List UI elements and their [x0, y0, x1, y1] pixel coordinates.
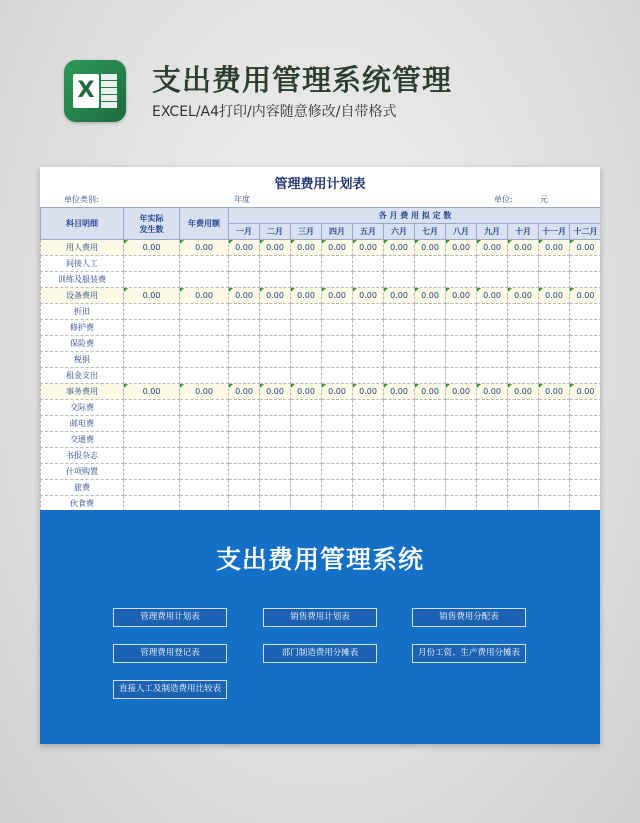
table-cell[interactable]: [260, 464, 291, 480]
table-cell[interactable]: 0.00: [539, 240, 570, 256]
table-cell[interactable]: [260, 400, 291, 416]
table-cell[interactable]: [229, 480, 260, 496]
table-cell[interactable]: [322, 464, 353, 480]
table-cell[interactable]: [124, 400, 180, 416]
row-label[interactable]: 伙食费: [41, 496, 124, 512]
table-cell[interactable]: [570, 480, 601, 496]
table-cell[interactable]: [124, 352, 180, 368]
table-cell[interactable]: 0.00: [570, 384, 601, 400]
row-label[interactable]: 修护费: [41, 320, 124, 336]
table-cell[interactable]: [353, 448, 384, 464]
table-cell[interactable]: [180, 368, 229, 384]
table-cell[interactable]: [384, 464, 415, 480]
table-cell[interactable]: [539, 480, 570, 496]
table-cell[interactable]: [508, 320, 539, 336]
table-cell[interactable]: [229, 448, 260, 464]
table-cell[interactable]: [539, 432, 570, 448]
table-cell[interactable]: [353, 480, 384, 496]
table-cell[interactable]: [384, 448, 415, 464]
table-cell[interactable]: 0.00: [415, 288, 446, 304]
table-cell[interactable]: [260, 320, 291, 336]
category-row: [41, 240, 601, 256]
table-cell[interactable]: [353, 352, 384, 368]
col-header-annual: 年费用额: [180, 208, 229, 240]
year-label: 年度: [234, 195, 250, 204]
table-cell[interactable]: [570, 256, 601, 272]
table-cell[interactable]: [180, 272, 229, 288]
table-row: [41, 448, 601, 464]
table-cell[interactable]: [539, 320, 570, 336]
table-cell[interactable]: 0.00: [539, 288, 570, 304]
table-row: [41, 416, 601, 432]
table-cell[interactable]: 0.00: [477, 288, 508, 304]
table-cell[interactable]: [124, 480, 180, 496]
table-cell[interactable]: [291, 368, 322, 384]
table-cell[interactable]: [260, 448, 291, 464]
table-cell[interactable]: 0.00: [508, 384, 539, 400]
col-header-month: 五月: [353, 224, 384, 240]
table-cell[interactable]: [508, 448, 539, 464]
table-cell[interactable]: [415, 304, 446, 320]
col-header-month: 十月: [508, 224, 539, 240]
table-cell[interactable]: [260, 352, 291, 368]
table-cell[interactable]: [415, 256, 446, 272]
table-cell[interactable]: [477, 368, 508, 384]
col-header-monthly-group: 各 月 费 用 拟 定 数: [229, 208, 601, 224]
table-cell[interactable]: [124, 416, 180, 432]
col-header-month: 三月: [291, 224, 322, 240]
col-header-month: 七月: [415, 224, 446, 240]
table-cell[interactable]: [180, 464, 229, 480]
panel-title: 支出费用管理系统: [215, 545, 424, 574]
row-label[interactable]: 什项购置: [41, 464, 124, 480]
table-cell[interactable]: 0.00: [291, 384, 322, 400]
table-cell[interactable]: [384, 352, 415, 368]
table-cell[interactable]: [322, 368, 353, 384]
row-label[interactable]: 邮电费: [41, 416, 124, 432]
table-cell[interactable]: [570, 304, 601, 320]
table-cell[interactable]: [415, 400, 446, 416]
table-cell[interactable]: [260, 272, 291, 288]
table-cell[interactable]: [124, 368, 180, 384]
management-expense-plan-button[interactable]: 管理费用计划表: [113, 608, 227, 627]
table-cell[interactable]: 0.00: [180, 240, 229, 256]
table-cell[interactable]: [260, 256, 291, 272]
table-cell[interactable]: [570, 320, 601, 336]
table-cell[interactable]: [446, 256, 477, 272]
col-header-month: 六月: [384, 224, 415, 240]
table-cell[interactable]: 0.00: [570, 288, 601, 304]
table-cell[interactable]: 0.00: [415, 384, 446, 400]
row-label[interactable]: 租金支出: [41, 368, 124, 384]
table-cell[interactable]: [384, 368, 415, 384]
row-label[interactable]: 用人费用: [41, 240, 124, 256]
table-cell[interactable]: [415, 448, 446, 464]
table-cell[interactable]: [124, 336, 180, 352]
table-cell[interactable]: [415, 368, 446, 384]
table-cell[interactable]: [570, 272, 601, 288]
table-cell[interactable]: 0.00: [229, 384, 260, 400]
table-cell[interactable]: 0.00: [229, 240, 260, 256]
table-cell[interactable]: [508, 256, 539, 272]
table-cell[interactable]: [229, 464, 260, 480]
row-label[interactable]: 设备费用: [41, 288, 124, 304]
table-cell[interactable]: [508, 272, 539, 288]
table-cell[interactable]: [322, 432, 353, 448]
table-cell[interactable]: [124, 448, 180, 464]
row-label[interactable]: 训练及服装费: [41, 272, 124, 288]
table-cell[interactable]: [124, 464, 180, 480]
table-cell[interactable]: [180, 416, 229, 432]
table-cell[interactable]: [570, 464, 601, 480]
table-cell[interactable]: [124, 256, 180, 272]
table-row: [41, 432, 601, 448]
table-cell[interactable]: [539, 336, 570, 352]
table-row: [41, 272, 601, 288]
table-cell[interactable]: [353, 256, 384, 272]
table-cell[interactable]: 0.00: [291, 240, 322, 256]
table-cell[interactable]: 0.00: [260, 240, 291, 256]
direct-labor-overhead-comparison-button[interactable]: 直接人工及制造费用比较表: [113, 680, 227, 699]
table-cell[interactable]: [229, 352, 260, 368]
table-cell[interactable]: 0.00: [446, 384, 477, 400]
table-cell[interactable]: [446, 272, 477, 288]
table-cell[interactable]: [260, 336, 291, 352]
table-cell[interactable]: [229, 272, 260, 288]
table-row: [41, 320, 601, 336]
table-cell[interactable]: [322, 256, 353, 272]
col-header-month: 二月: [260, 224, 291, 240]
table-cell[interactable]: [291, 304, 322, 320]
table-cell[interactable]: 0.00: [539, 384, 570, 400]
table-cell[interactable]: [180, 400, 229, 416]
table-cell[interactable]: [322, 480, 353, 496]
table-cell[interactable]: [539, 448, 570, 464]
table-cell[interactable]: [229, 400, 260, 416]
table-cell[interactable]: [322, 448, 353, 464]
table-cell[interactable]: [180, 304, 229, 320]
table-cell[interactable]: [477, 256, 508, 272]
row-label[interactable]: 折旧: [41, 304, 124, 320]
table-cell[interactable]: [477, 432, 508, 448]
table-cell[interactable]: 0.00: [229, 288, 260, 304]
table-cell[interactable]: 0.00: [446, 288, 477, 304]
table-cell[interactable]: [260, 368, 291, 384]
table-row: [41, 368, 601, 384]
col-header-month: 四月: [322, 224, 353, 240]
table-cell[interactable]: [291, 320, 322, 336]
table-cell[interactable]: [539, 256, 570, 272]
table-cell[interactable]: [415, 432, 446, 448]
table-cell[interactable]: 0.00: [124, 384, 180, 400]
category-row: [41, 384, 601, 400]
category-row: [41, 288, 601, 304]
table-row: [41, 480, 601, 496]
table-cell[interactable]: [415, 320, 446, 336]
table-cell[interactable]: [124, 320, 180, 336]
row-label[interactable]: 间接人工: [41, 256, 124, 272]
table-cell[interactable]: 0.00: [508, 288, 539, 304]
table-cell[interactable]: [229, 320, 260, 336]
table-cell[interactable]: [322, 272, 353, 288]
table-cell[interactable]: [180, 432, 229, 448]
table-cell[interactable]: 0.00: [415, 240, 446, 256]
table-cell[interactable]: [477, 336, 508, 352]
table-cell[interactable]: [322, 336, 353, 352]
table-cell[interactable]: 0.00: [353, 288, 384, 304]
table-cell[interactable]: [180, 352, 229, 368]
table-row: [41, 304, 601, 320]
system-navigation-panel: [40, 510, 600, 744]
table-cell[interactable]: [291, 256, 322, 272]
table-cell[interactable]: [477, 272, 508, 288]
table-cell[interactable]: 0.00: [508, 240, 539, 256]
sales-expense-allocation-button[interactable]: 销售费用分配表: [412, 608, 526, 627]
row-label[interactable]: 事务费用: [41, 384, 124, 400]
row-label[interactable]: 交通费: [41, 432, 124, 448]
table-cell[interactable]: [539, 464, 570, 480]
table-cell[interactable]: [291, 464, 322, 480]
table-cell[interactable]: [446, 368, 477, 384]
table-cell[interactable]: [180, 480, 229, 496]
table-cell[interactable]: [477, 464, 508, 480]
unit-label: 单位:: [494, 195, 513, 204]
table-cell[interactable]: [124, 272, 180, 288]
col-header-month: 九月: [477, 224, 508, 240]
table-cell[interactable]: 0.00: [322, 288, 353, 304]
table-cell[interactable]: [180, 256, 229, 272]
table-cell[interactable]: [291, 448, 322, 464]
table-cell[interactable]: [353, 368, 384, 384]
table-cell[interactable]: [539, 416, 570, 432]
table-cell[interactable]: [353, 432, 384, 448]
management-expense-register-button[interactable]: 管理费用登记表: [113, 644, 227, 663]
table-cell[interactable]: [539, 352, 570, 368]
table-cell[interactable]: [477, 400, 508, 416]
row-label[interactable]: 保险费: [41, 336, 124, 352]
table-cell[interactable]: [353, 464, 384, 480]
table-cell[interactable]: [260, 480, 291, 496]
table-cell[interactable]: [446, 352, 477, 368]
table-cell[interactable]: [384, 480, 415, 496]
table-cell[interactable]: [570, 448, 601, 464]
table-cell[interactable]: [477, 304, 508, 320]
table-cell[interactable]: [384, 256, 415, 272]
table-cell[interactable]: 0.00: [570, 240, 601, 256]
table-cell[interactable]: [291, 352, 322, 368]
table-cell[interactable]: [291, 336, 322, 352]
table-cell[interactable]: [291, 272, 322, 288]
table-cell[interactable]: [291, 416, 322, 432]
table-cell[interactable]: [384, 416, 415, 432]
table-cell[interactable]: [508, 432, 539, 448]
table-cell[interactable]: [446, 416, 477, 432]
unit-value: 元: [540, 195, 548, 204]
table-cell[interactable]: [353, 320, 384, 336]
table-row: [41, 336, 601, 352]
table-cell[interactable]: [508, 480, 539, 496]
table-cell[interactable]: [353, 336, 384, 352]
table-cell[interactable]: [477, 352, 508, 368]
table-cell[interactable]: [260, 416, 291, 432]
table-cell[interactable]: [415, 352, 446, 368]
table-cell[interactable]: [508, 304, 539, 320]
table-cell[interactable]: [322, 416, 353, 432]
page-subtitle: EXCEL/A4打印/内容随意修改/自带格式: [152, 104, 397, 120]
table-cell[interactable]: [415, 416, 446, 432]
table-cell[interactable]: [415, 480, 446, 496]
table-cell[interactable]: [570, 416, 601, 432]
table-cell[interactable]: 0.00: [384, 384, 415, 400]
table-cell[interactable]: [570, 336, 601, 352]
col-header-actual: 年实际 发生数: [124, 208, 180, 240]
table-row: [41, 400, 601, 416]
spreadsheet-preview: [40, 167, 600, 744]
table-cell[interactable]: [260, 304, 291, 320]
table-cell[interactable]: [124, 432, 180, 448]
table-cell[interactable]: [180, 336, 229, 352]
table-cell[interactable]: [508, 464, 539, 480]
table-cell[interactable]: [570, 352, 601, 368]
table-cell[interactable]: [446, 480, 477, 496]
monthly-wage-production-allocation-button[interactable]: 月份工资、生产费用分摊表: [412, 644, 526, 663]
table-cell[interactable]: [229, 304, 260, 320]
table-cell[interactable]: [229, 432, 260, 448]
table-cell[interactable]: 0.00: [322, 240, 353, 256]
table-cell[interactable]: [570, 432, 601, 448]
table-cell[interactable]: [229, 416, 260, 432]
table-cell[interactable]: [384, 400, 415, 416]
table-cell[interactable]: [508, 368, 539, 384]
table-cell[interactable]: 0.00: [322, 384, 353, 400]
table-cell[interactable]: 0.00: [291, 288, 322, 304]
table-cell[interactable]: [291, 480, 322, 496]
expense-plan-table: [40, 207, 600, 512]
table-cell[interactable]: [229, 368, 260, 384]
table-cell[interactable]: [353, 304, 384, 320]
table-cell[interactable]: 0.00: [446, 240, 477, 256]
table-row: [41, 352, 601, 368]
table-cell[interactable]: [508, 416, 539, 432]
page-title: 支出费用管理系统管理: [152, 63, 453, 97]
table-cell[interactable]: [291, 400, 322, 416]
row-label[interactable]: 旅费: [41, 480, 124, 496]
table-cell[interactable]: [508, 352, 539, 368]
table-cell[interactable]: [477, 320, 508, 336]
table-cell[interactable]: 0.00: [477, 384, 508, 400]
col-header-month: 一月: [229, 224, 260, 240]
unit-category-label: 单位类别:: [64, 195, 99, 204]
sales-expense-plan-button[interactable]: 销售费用计划表: [263, 608, 377, 627]
table-cell[interactable]: 0.00: [180, 384, 229, 400]
table-cell[interactable]: [477, 416, 508, 432]
table-cell[interactable]: 0.00: [180, 288, 229, 304]
table-cell[interactable]: 0.00: [384, 240, 415, 256]
table-cell[interactable]: [446, 336, 477, 352]
table-cell[interactable]: [446, 448, 477, 464]
table-cell[interactable]: [539, 304, 570, 320]
table-cell[interactable]: [322, 304, 353, 320]
table-cell[interactable]: 0.00: [353, 240, 384, 256]
table-cell[interactable]: [322, 400, 353, 416]
table-cell[interactable]: [446, 400, 477, 416]
col-header-subject: 科目明细: [41, 208, 124, 240]
table-cell[interactable]: [477, 448, 508, 464]
table-cell[interactable]: [384, 272, 415, 288]
row-label[interactable]: 税捐: [41, 352, 124, 368]
table-cell[interactable]: [384, 304, 415, 320]
department-overhead-allocation-button[interactable]: 部门制造费用分摊表: [263, 644, 377, 663]
table-cell[interactable]: [229, 256, 260, 272]
table-cell[interactable]: [291, 432, 322, 448]
table-cell[interactable]: [446, 320, 477, 336]
col-header-month: 十二月: [570, 224, 601, 240]
table-cell[interactable]: 0.00: [260, 288, 291, 304]
table-cell[interactable]: [539, 272, 570, 288]
table-cell[interactable]: [353, 416, 384, 432]
table-row: [41, 256, 601, 272]
table-cell[interactable]: [322, 320, 353, 336]
table-cell[interactable]: [180, 320, 229, 336]
table-cell[interactable]: [508, 336, 539, 352]
table-cell[interactable]: [229, 336, 260, 352]
table-cell[interactable]: 0.00: [260, 384, 291, 400]
table-cell[interactable]: [384, 336, 415, 352]
table-cell[interactable]: [322, 352, 353, 368]
table-cell[interactable]: [539, 368, 570, 384]
table-cell[interactable]: 0.00: [124, 240, 180, 256]
table-cell[interactable]: [539, 400, 570, 416]
table-cell[interactable]: [415, 272, 446, 288]
table-cell[interactable]: 0.00: [124, 288, 180, 304]
table-cell[interactable]: [570, 368, 601, 384]
table-cell[interactable]: 0.00: [353, 384, 384, 400]
table-cell[interactable]: [446, 432, 477, 448]
table-cell[interactable]: [446, 304, 477, 320]
table-cell[interactable]: [415, 336, 446, 352]
table-cell[interactable]: [446, 464, 477, 480]
row-label[interactable]: 交际费: [41, 400, 124, 416]
table-cell[interactable]: [384, 432, 415, 448]
excel-logo-icon: X: [64, 60, 126, 122]
table-row: [41, 464, 601, 480]
sheet-title: 管理费用计划表: [274, 177, 366, 192]
table-cell[interactable]: 0.00: [477, 240, 508, 256]
table-cell[interactable]: [180, 448, 229, 464]
table-cell[interactable]: [353, 272, 384, 288]
table-cell[interactable]: 0.00: [384, 288, 415, 304]
table-cell[interactable]: [508, 400, 539, 416]
table-cell[interactable]: [353, 400, 384, 416]
table-cell[interactable]: [415, 464, 446, 480]
table-cell[interactable]: [477, 480, 508, 496]
row-label[interactable]: 书报杂志: [41, 448, 124, 464]
table-cell[interactable]: [260, 432, 291, 448]
table-cell[interactable]: [124, 304, 180, 320]
table-cell[interactable]: [570, 400, 601, 416]
col-header-month: 八月: [446, 224, 477, 240]
table-cell[interactable]: [384, 320, 415, 336]
col-header-month: 十一月: [539, 224, 570, 240]
